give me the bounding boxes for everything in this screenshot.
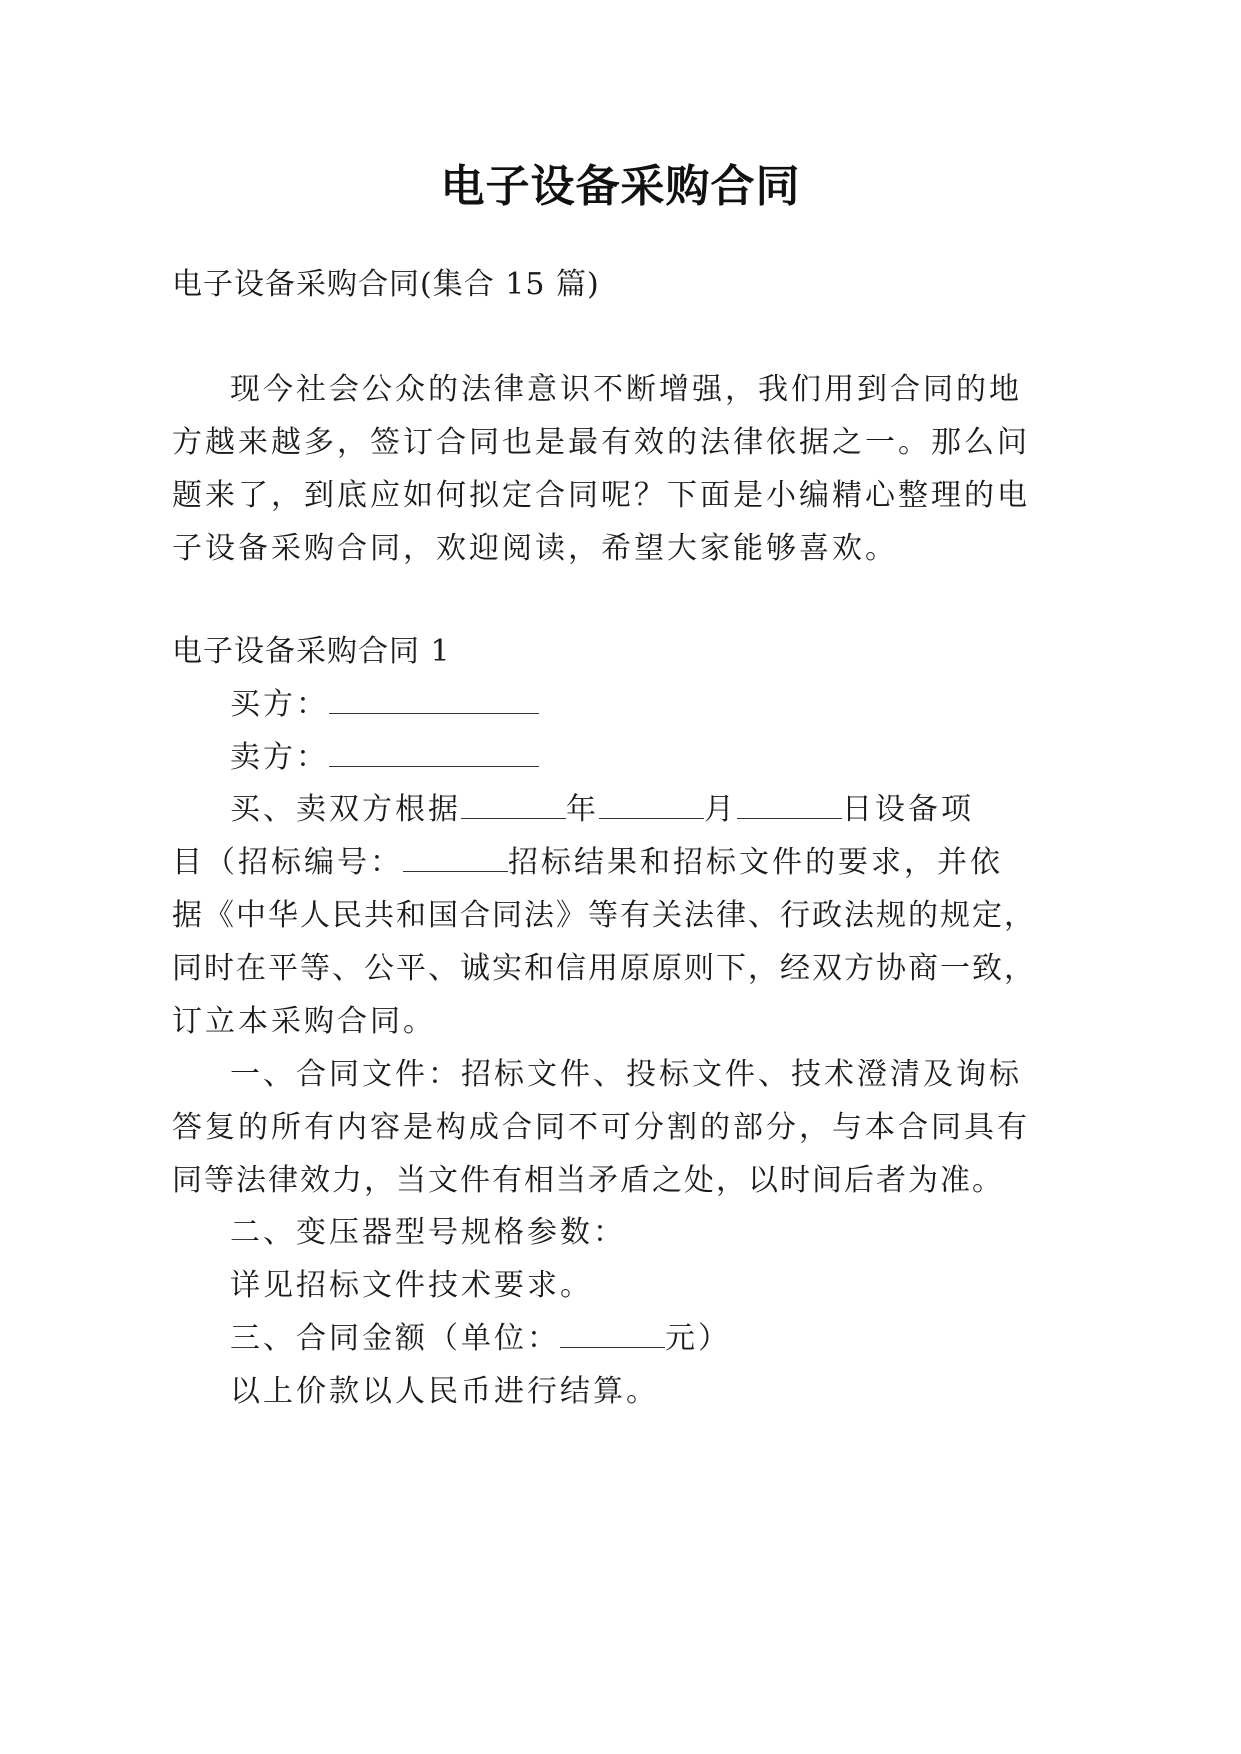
section-heading: 电子设备采购合同 1 bbox=[172, 634, 451, 669]
bid-number-blank bbox=[403, 845, 508, 872]
year-blank bbox=[461, 792, 566, 819]
intro-line-1: 现今社会公众的法律意识不断增强，我们用到合同的地 bbox=[230, 372, 1022, 407]
clause2-heading: 二、变压器型号规格参数： bbox=[230, 1215, 626, 1250]
basis-text-c: 招标结果和招标文件的要求，并依 bbox=[508, 845, 1003, 880]
intro-line-3: 题来了，到底应如何拟定合同呢？下面是小编精心整理的电 bbox=[172, 478, 1030, 513]
clause1-line-1: 一、合同文件：招标文件、投标文件、技术澄清及询标 bbox=[230, 1057, 1022, 1092]
month-blank bbox=[599, 792, 704, 819]
basis-line-1 bbox=[230, 790, 974, 830]
amount-blank bbox=[560, 1321, 665, 1348]
intro-line-2: 方越来越多，签订合同也是最有效的法律依据之一。那么问 bbox=[172, 425, 1030, 460]
basis-text-a: 买、卖双方根据 bbox=[230, 792, 461, 827]
amount-label: 三、合同金额（单位： bbox=[230, 1321, 560, 1356]
basis-line-2 bbox=[172, 843, 1003, 883]
basis-line-5: 订立本采购合同。 bbox=[172, 1004, 436, 1039]
clause2-body: 详见招标文件技术要求。 bbox=[230, 1268, 593, 1303]
seller-line bbox=[230, 738, 539, 778]
buyer-label: 买方： bbox=[230, 687, 329, 722]
document-title: 电子设备采购合同 bbox=[440, 161, 801, 212]
clause3-heading bbox=[230, 1319, 731, 1359]
basis-text-b: 日设备项 bbox=[842, 792, 974, 827]
buyer-line bbox=[230, 685, 539, 725]
clause1-line-2: 答复的所有内容是构成合同不可分割的部分，与本合同具有 bbox=[172, 1110, 1030, 1145]
amount-unit: 元） bbox=[665, 1321, 731, 1356]
seller-label: 卖方： bbox=[230, 740, 329, 775]
clause1-line-3: 同等法律效力，当文件有相当矛盾之处，以时间后者为准。 bbox=[172, 1163, 1004, 1198]
month-label: 月 bbox=[704, 792, 737, 827]
year-label: 年 bbox=[566, 792, 599, 827]
bid-number-label: 目（招标编号： bbox=[172, 845, 403, 880]
intro-line-4: 子设备采购合同，欢迎阅读，希望大家能够喜欢。 bbox=[172, 531, 898, 566]
basis-line-3: 据《中华人民共和国合同法》等有关法律、行政法规的规定， bbox=[172, 898, 1036, 933]
document-subtitle: 电子设备采购合同(集合 15 篇) bbox=[172, 267, 600, 302]
buyer-blank bbox=[329, 687, 539, 714]
clause3-body: 以上价款以人民币进行结算。 bbox=[230, 1374, 659, 1409]
seller-blank bbox=[329, 740, 539, 767]
basis-line-4: 同时在平等、公平、诚实和信用原原则下，经双方协商一致， bbox=[172, 951, 1036, 986]
day-blank bbox=[737, 792, 842, 819]
